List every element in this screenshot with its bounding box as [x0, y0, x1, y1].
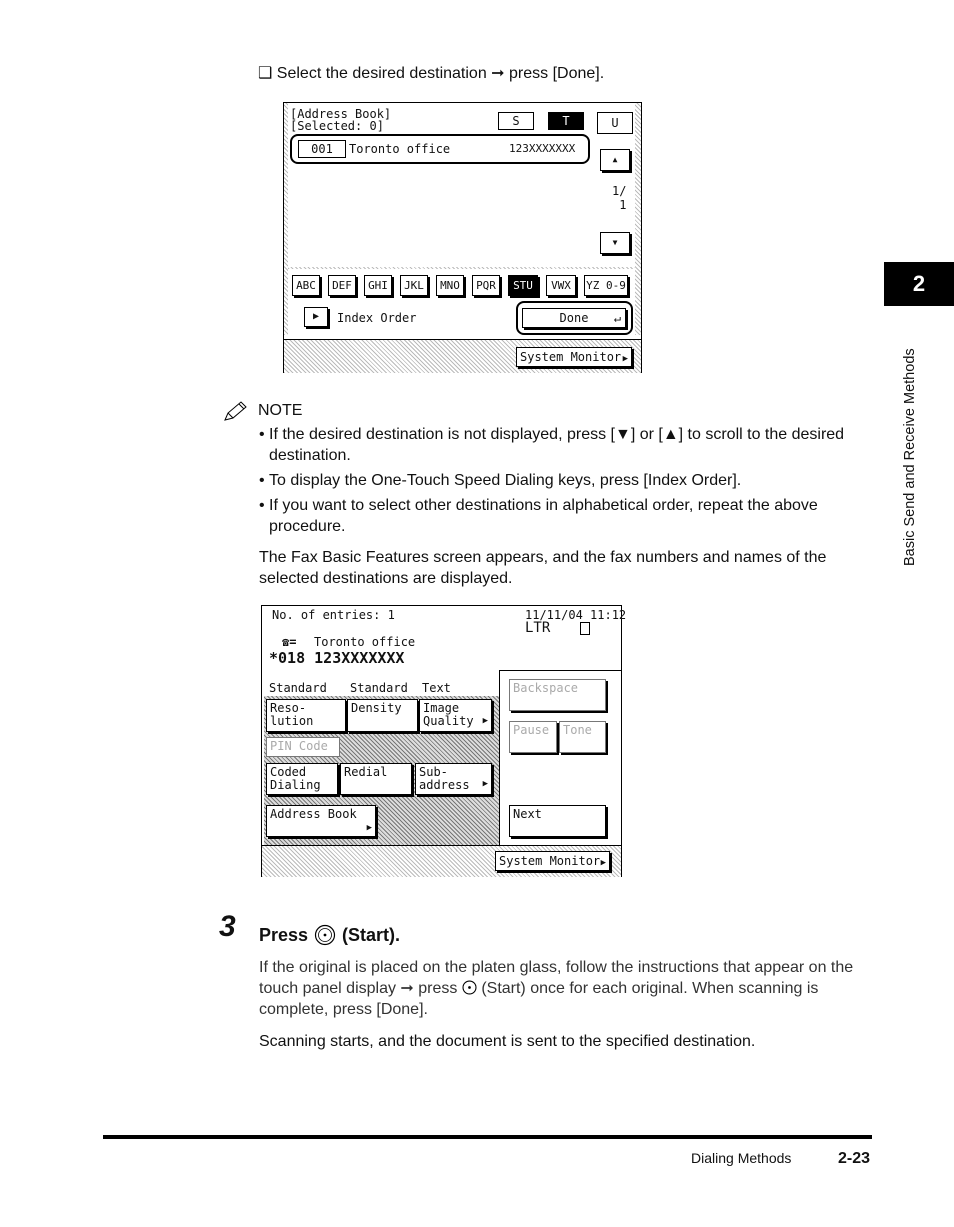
pin-code-button: PIN Code — [266, 737, 340, 757]
backspace-button: Backspace — [509, 679, 606, 711]
arrow-icon: ▶ — [482, 716, 488, 726]
arrow-icon: ▶ — [366, 823, 372, 833]
density-value: Standard — [350, 681, 408, 695]
left-edge — [284, 103, 288, 335]
fax-bottom-bar — [262, 845, 621, 877]
arrow-icon: ▶ — [482, 779, 488, 789]
alpha-key-pqr[interactable]: PQR — [472, 275, 500, 296]
scroll-down-button[interactable]: ▼ — [600, 232, 630, 254]
image-quality-value: Text — [422, 681, 451, 695]
right-edge — [635, 103, 641, 335]
note-item: • If you want to select other destinations in alphabetical order, repeat the above procedure. — [259, 495, 869, 537]
alpha-key-ghi[interactable]: GHI — [364, 275, 392, 296]
paper-size: LTR — [525, 620, 551, 636]
start-key-icon — [462, 980, 477, 995]
note-list — [259, 424, 869, 541]
address-book-title: [Address Book] [Selected: 0] — [290, 107, 392, 133]
panel-divider — [500, 670, 621, 671]
image-quality-button[interactable]: Image Quality ▶ — [419, 699, 492, 732]
page-indicator: 1/ 1 — [612, 184, 627, 212]
instruction-text: Select the desired destination ➞ press [Done]. — [276, 65, 605, 82]
letter-tab-s[interactable]: S — [498, 112, 534, 130]
entry-fax: 123XXXXXXX — [509, 142, 576, 155]
done-button[interactable]: Done ↵ — [522, 308, 626, 328]
start-key-icon — [314, 924, 336, 946]
alpha-key-abc[interactable]: ABC — [292, 275, 320, 296]
chapter-label: Basic Send and Receive Methods — [902, 348, 918, 566]
chapter-tab: 2 — [884, 262, 954, 306]
phone-icon: ☎= — [282, 635, 297, 649]
fax-system-monitor-button[interactable]: System Monitor ▶ — [495, 851, 610, 871]
arrow-icon: ▶ — [600, 858, 606, 868]
checkbox-icon: ❑ — [258, 65, 273, 82]
destination-number: *018 123XXXXXXX — [269, 649, 405, 667]
step-heading — [259, 924, 400, 946]
letter-tab-u[interactable]: U — [597, 112, 633, 134]
divider — [284, 267, 641, 269]
paper-icon — [580, 622, 590, 635]
note-item: • If the desired destination is not displayed, press [▼] or [▲] to scroll to the desired destination. — [259, 424, 869, 466]
step-number: 3 — [219, 910, 236, 943]
bottom-bar — [284, 339, 641, 373]
letter-tab-t[interactable]: T — [548, 112, 584, 130]
index-order-label[interactable]: Index Order — [337, 311, 417, 325]
alpha-key-yz-0-9[interactable]: YZ 0-9 — [584, 275, 628, 296]
destination-name: Toronto office — [314, 635, 416, 649]
alpha-key-stu[interactable]: STU — [508, 275, 538, 296]
entry-number: 001 — [298, 140, 346, 158]
next-button[interactable]: Next — [509, 805, 606, 837]
density-button[interactable]: Density — [347, 699, 418, 732]
resolution-button[interactable]: Reso- lution — [266, 699, 346, 732]
tone-button: Tone — [559, 721, 606, 753]
footer-section: Dialing Methods — [691, 1150, 792, 1166]
instruction-line — [258, 63, 604, 84]
datetime: 11/11/04 11:12 — [525, 608, 627, 622]
address-book-button[interactable]: Address Book ▶ — [266, 805, 376, 837]
step-instruction: If the original is placed on the platen glass, follow the instructions that appear on the touch panel display ➞ press (Start) once for each original. When scanning is complete, press [Done]. — [259, 959, 854, 1018]
alpha-key-vwx[interactable]: VWX — [546, 275, 576, 296]
panel-vline — [499, 670, 500, 845]
alpha-key-mno[interactable]: MNO — [436, 275, 464, 296]
fax-features-screenshot — [261, 605, 627, 877]
pencil-icon — [222, 400, 250, 424]
alpha-key-row — [292, 275, 635, 299]
redial-button[interactable]: Redial — [340, 763, 412, 795]
address-book-screenshot — [283, 102, 642, 373]
result-paragraph: The Fax Basic Features screen appears, and the fax numbers and names of the selected destinations are displayed. — [259, 549, 827, 587]
alpha-key-def[interactable]: DEF — [328, 275, 356, 296]
footer-rule — [103, 1135, 872, 1139]
pause-button: Pause — [509, 721, 557, 753]
done-highlight — [516, 301, 633, 335]
note-heading: NOTE — [258, 402, 303, 419]
return-icon: ↵ — [613, 311, 621, 325]
note-item: • To display the One-Touch Speed Dialing keys, press [Index Order]. — [259, 470, 869, 491]
press-label: Press — [259, 924, 309, 945]
entry-row[interactable] — [290, 134, 590, 164]
step-result: Scanning starts, and the document is sent to the specified destination. — [259, 1033, 756, 1050]
alpha-key-jkl[interactable]: JKL — [400, 275, 428, 296]
entry-name: Toronto office — [349, 142, 451, 156]
subaddress-button[interactable]: Sub- address ▶ — [415, 763, 492, 795]
arrow-icon: ▶ — [622, 354, 628, 364]
system-monitor-button[interactable]: System Monitor ▶ — [516, 347, 632, 367]
page-number: 2-23 — [838, 1150, 871, 1167]
scroll-up-button[interactable]: ▲ — [600, 149, 630, 171]
coded-dialing-button[interactable]: Coded Dialing — [266, 763, 338, 795]
resolution-value: Standard — [269, 681, 327, 695]
start-label: (Start). — [342, 924, 401, 945]
index-order-icon[interactable]: ▶ — [304, 307, 328, 327]
entries-count: No. of entries: 1 — [272, 608, 395, 622]
